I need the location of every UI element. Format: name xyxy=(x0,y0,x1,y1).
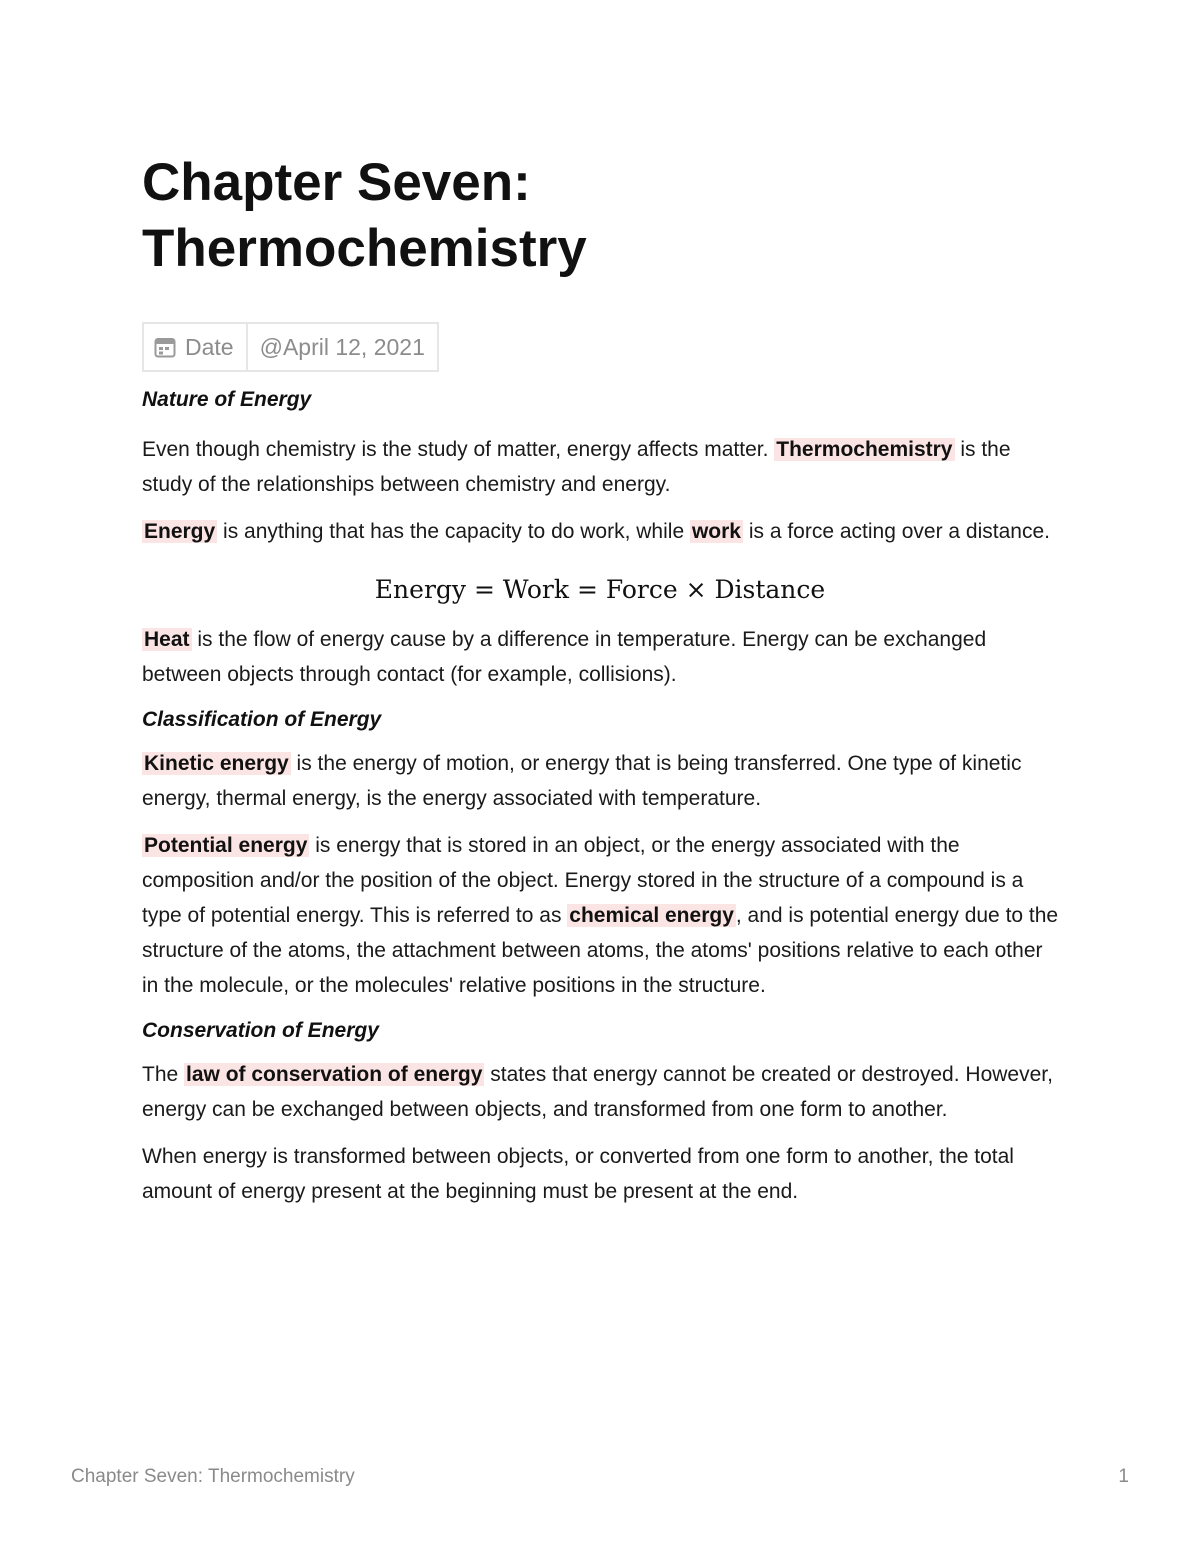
highlight-energy: Energy xyxy=(144,520,216,543)
text-span: is a force acting over a distance. xyxy=(742,520,1050,543)
highlight-work: work xyxy=(691,520,741,543)
property-table xyxy=(142,322,439,372)
title-line-2: Thermochemistry xyxy=(142,219,587,278)
title-line-1: Chapter Seven: xyxy=(142,153,531,212)
date-value: @April 12, 2021 xyxy=(259,333,425,360)
highlight-kinetic-energy: Kinetic energy xyxy=(144,752,289,775)
text-span: is energy that is stored in an object, or the energy associated with the composition and/or the position of the object. Energy stored in the structure of a compound is a type of potential energy. This is referred to as xyxy=(142,834,1024,927)
energy-equation: Energy = Work = Force × Distance xyxy=(374,575,826,604)
text-span: Even though chemistry is the study of matter, energy affects matter. xyxy=(142,438,775,461)
property-name-cell xyxy=(144,324,248,370)
paragraph-thermochemistry xyxy=(142,432,1062,502)
text-span: is the study of the relationships between chemistry and energy. xyxy=(142,438,1011,496)
paragraph-kinetic-energy xyxy=(142,746,1062,816)
paragraph-energy-work xyxy=(142,514,1062,549)
property-name: Date xyxy=(185,333,234,360)
text-span: is anything that has the capacity to do work, while xyxy=(217,520,690,543)
text-span: is the flow of energy cause by a difference in temperature. Energy can be exchanged between objects through contact (for example, collisions). xyxy=(142,628,987,686)
heading-conservation-of-energy: Conservation of Energy xyxy=(142,1019,379,1042)
text-span: is the energy of motion, or energy that is being transferred. One type of kinetic energy, thermal energy, is the energy associated with temperature. xyxy=(142,752,1022,810)
calendar-icon xyxy=(154,336,176,358)
paragraph-energy-transform: When energy is transformed between objects, or converted from one form to another, the total amount of energy present at the beginning must be present at the end. xyxy=(142,1145,1014,1203)
highlight-potential-energy: Potential energy xyxy=(144,834,308,857)
heading-nature-of-energy: Nature of Energy xyxy=(142,388,312,411)
page-title xyxy=(142,150,1062,282)
text-span: states that energy cannot be created or destroyed. However, energy can be exchanged between objects, and transformed from one form to another. xyxy=(142,1063,1053,1121)
paragraph-heat xyxy=(142,622,1062,692)
property-value-cell xyxy=(248,324,437,370)
paragraph-potential-energy xyxy=(142,828,1062,1003)
paragraph-law-of-conservation xyxy=(142,1057,1062,1127)
highlight-heat: Heat xyxy=(144,628,190,651)
highlight-chemical-energy: chemical energy xyxy=(569,904,734,927)
text-span: The xyxy=(142,1063,185,1086)
footer-document-title: Chapter Seven: Thermochemistry xyxy=(71,1466,355,1487)
highlight-thermochemistry: Thermochemistry xyxy=(776,438,953,461)
heading-classification-of-energy: Classification of Energy xyxy=(142,708,382,731)
page-content xyxy=(142,150,1062,1209)
footer-page-number: 1 xyxy=(1118,1466,1129,1487)
highlight-law-of-conservation: law of conservation of energy xyxy=(186,1063,483,1086)
text-span: , and is potential energy due to the structure of the atoms, the attachment between atoms, the atoms' positions relative to each other in the molecule, or the molecules' relative positions in the structure. xyxy=(142,904,1059,997)
